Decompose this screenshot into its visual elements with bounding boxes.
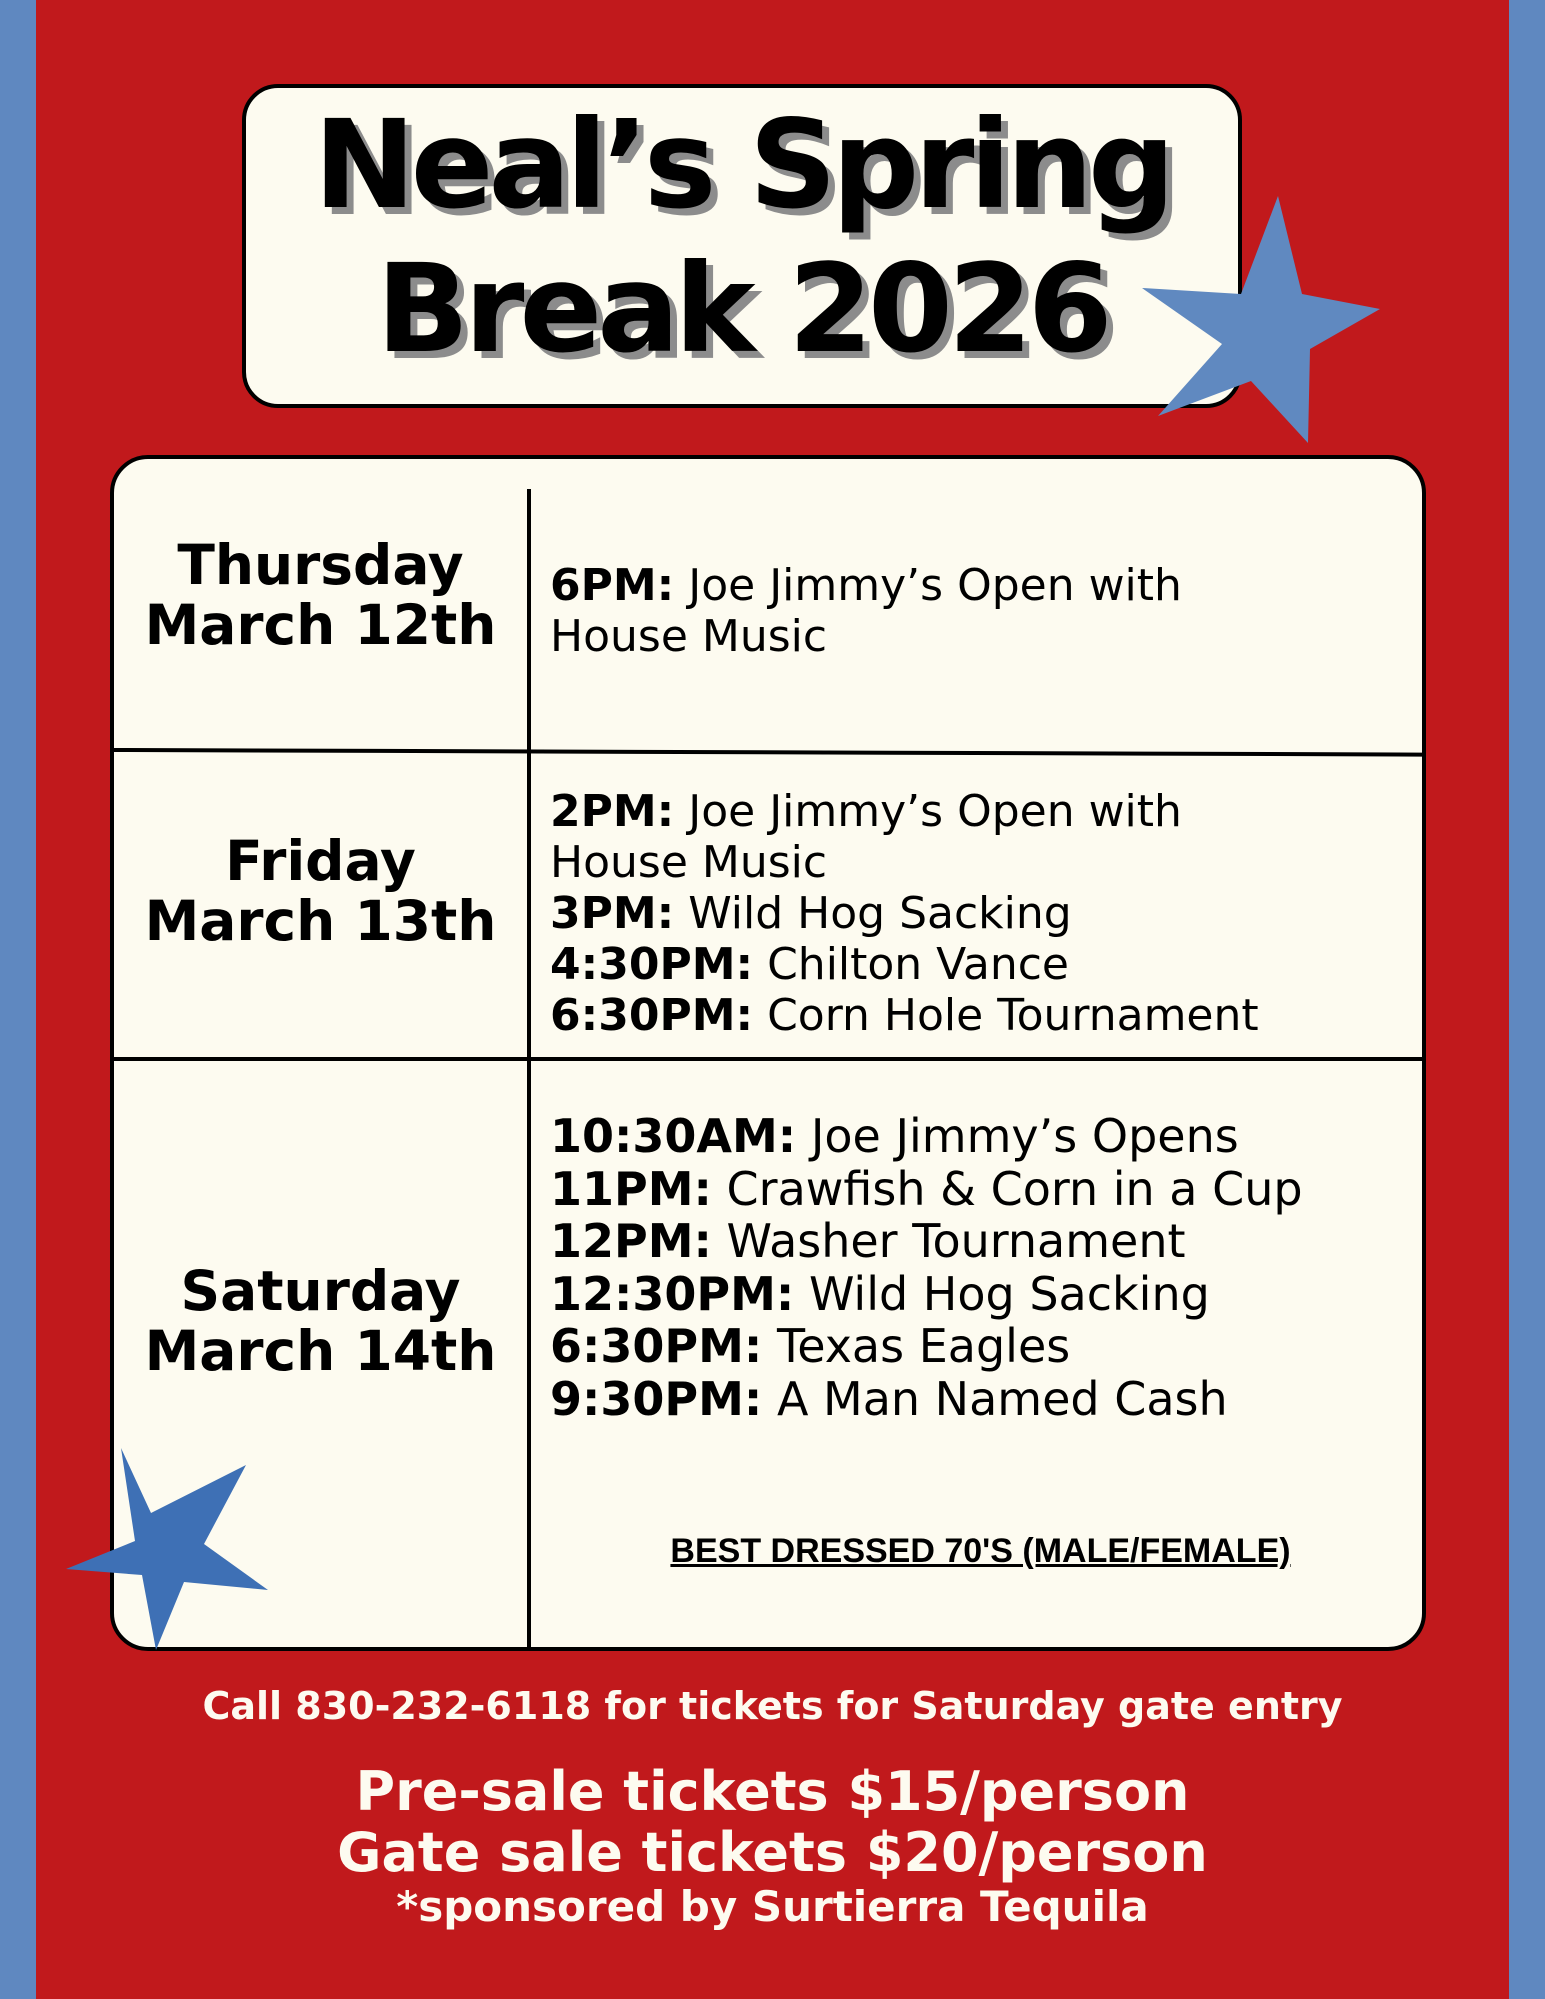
left-blue-band [0,0,36,1999]
event-item [550,611,1410,662]
star-top-right-shape [1142,196,1380,443]
star-icon [1140,190,1390,450]
event-text: A Man Named Cash [776,1371,1228,1426]
event-time: 6:30PM: [550,990,754,1041]
presale-price: Pre-sale tickets $15/person [355,1760,1190,1823]
event-time: 3PM: [550,888,675,939]
event-item [550,1373,1410,1426]
event-item [550,1163,1410,1216]
event-item [550,1110,1410,1163]
event-time: 6PM: [550,560,675,611]
event-text: Crawfish & Corn in a Cup [726,1161,1303,1216]
day-date: March 12th [144,593,497,657]
event-text: Chilton Vance [767,939,1069,990]
column-divider [527,489,531,1651]
events-saturday [550,1110,1410,1425]
event-item [550,837,1410,888]
event-time: 2PM: [550,786,675,837]
sponsor-line: *sponsored by Surtierra Tequila [396,1882,1149,1931]
star-icon [64,1444,274,1654]
day-label-saturday [114,1261,527,1381]
day-label-thursday [114,535,527,655]
event-text: Wild Hog Sacking [688,888,1072,939]
event-text: Corn Hole Tournament [767,990,1259,1041]
row-divider [114,1057,1426,1061]
event-item [550,1215,1410,1268]
event-time: 12PM: [550,1214,712,1268]
event-item [550,786,1410,837]
event-text: Wild Hog Sacking [808,1266,1210,1321]
event-time: 10:30AM: [550,1109,797,1163]
title-line-1: Neal’s Spring [313,94,1171,236]
event-item [550,990,1410,1041]
event-item [550,888,1410,939]
event-text: Joe Jimmy’s Open with [688,560,1182,611]
event-item [550,560,1410,611]
event-text: Joe Jimmy’s Opens [810,1109,1239,1163]
star-bottom-left-shape [66,1448,268,1650]
event-time: 12:30PM: [550,1266,795,1321]
event-text: Texas Eagles [776,1319,1071,1373]
day-name: Saturday [180,1259,461,1323]
events-thursday [550,560,1410,662]
best-dressed-note: BEST DRESSED 70'S (MALE/FEMALE) [670,1532,1291,1570]
day-label-friday [114,831,527,951]
row-divider [114,748,1426,757]
title-line-2: Break 2026 [376,238,1108,380]
day-date: March 14th [144,1319,497,1383]
event-item [550,939,1410,990]
event-text: House Music [550,611,828,662]
event-text: House Music [550,837,828,888]
day-name: Friday [225,829,416,893]
title-box [242,84,1242,408]
event-item [550,1320,1410,1373]
gate-price: Gate sale tickets $20/person [337,1821,1208,1884]
event-time: 9:30PM: [550,1371,763,1426]
call-for-tickets: Call 830-232-6118 for tickets for Saturday gate entry [202,1684,1343,1728]
events-friday [550,786,1410,1041]
event-time: 6:30PM: [550,1319,763,1373]
event-time: 4:30PM: [550,939,754,990]
event-item [550,1268,1410,1321]
day-name: Thursday [177,533,464,597]
event-text: Joe Jimmy’s Open with [688,786,1182,837]
event-time: 11PM: [550,1161,712,1216]
day-date: March 13th [144,889,497,953]
schedule-table [110,455,1426,1651]
right-blue-band [1509,0,1545,1999]
event-text: Washer Tournament [726,1214,1186,1268]
